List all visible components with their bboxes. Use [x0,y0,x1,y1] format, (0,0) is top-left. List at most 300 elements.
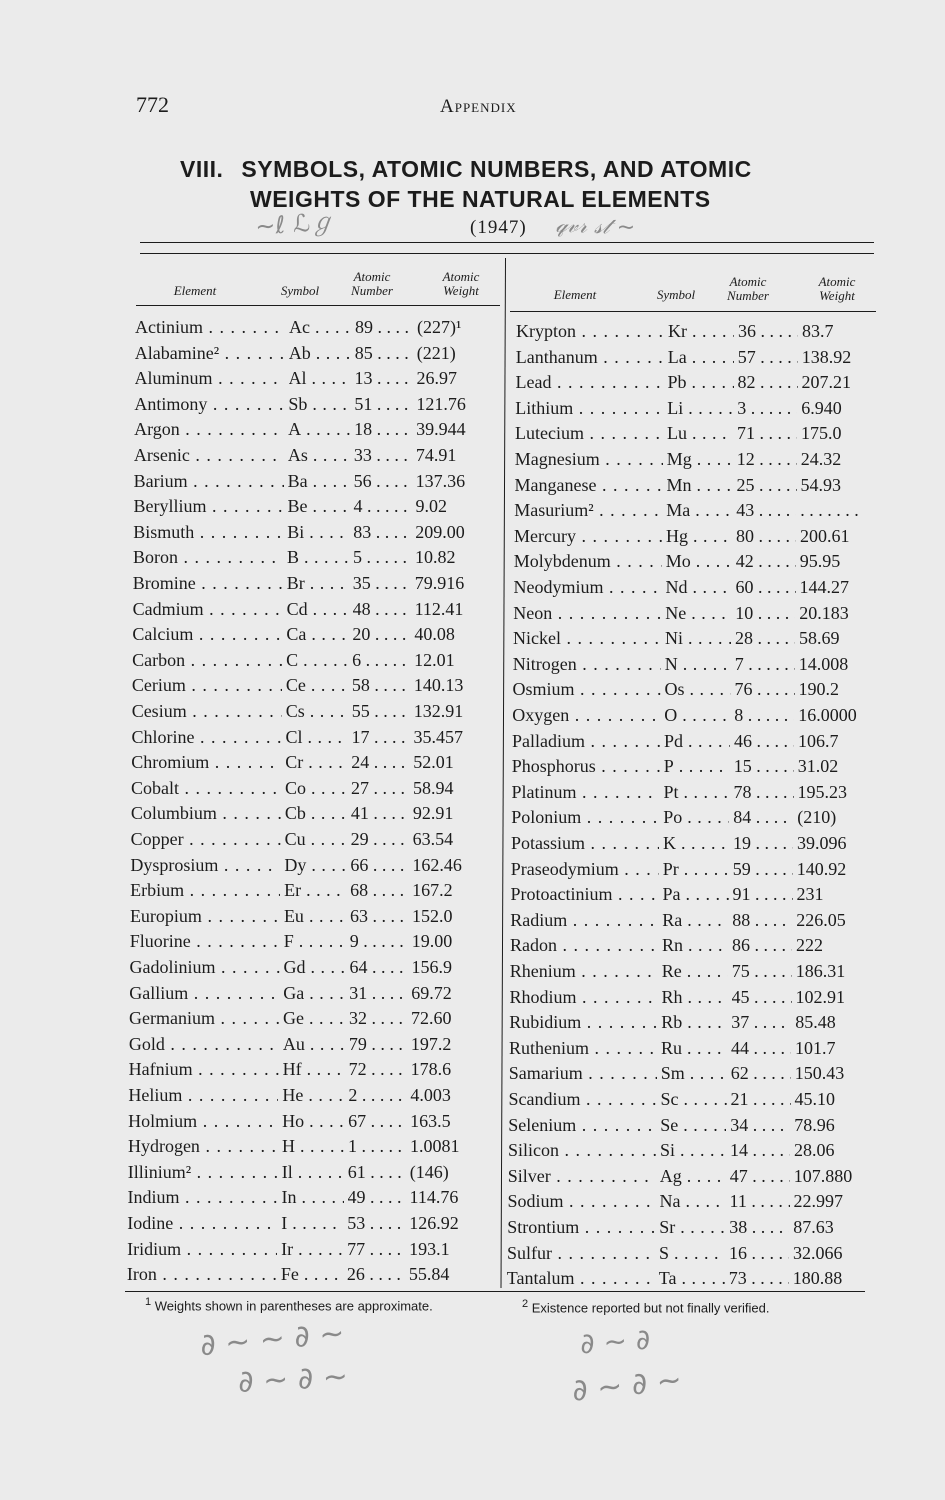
cell-weight: 121.76 [416,393,466,414]
cell-element: Masurium² . . . [514,500,662,521]
cell-symbol: Rn . . . [662,935,728,956]
table-row [130,855,490,880]
cell-number: 33 . . . [354,445,412,466]
cell-weight: 152.0 [411,905,453,926]
cell-symbol: O . . . [664,705,730,726]
cell-weight: 16.0000 [798,705,857,725]
cell-element: Rhodium . . . [510,987,658,1008]
cell-element: Calcium . . . [132,624,282,645]
table-row [510,961,870,986]
table-row [133,496,493,521]
cell-symbol: Ba . . . [288,471,350,492]
cell-number: 85 . . . [355,343,413,364]
cell-weight: (146) [409,1161,449,1182]
cell-element: Cerium . . . [132,675,282,696]
cell-element: Iron . . . [127,1264,277,1285]
cell-weight: 83.7 [802,321,834,341]
cell-element: Arsenic . . . [134,445,284,466]
cell-weight: 112.41 [414,598,464,619]
header-rule-left [136,305,500,306]
cell-element: Columbium . . . [131,803,281,824]
cell-element: Osmium . . . [513,679,661,700]
cell-number: 6 . . . [352,650,410,671]
table-row [131,752,491,777]
cell-number: 61 . . . [348,1162,406,1183]
cell-symbol: Ho . . . [282,1111,344,1132]
cell-symbol: Cb . . . [285,803,347,824]
header-weight-right: Atomic Weight [818,274,856,303]
cell-symbol: Co . . . [285,778,347,799]
table-row [509,1089,869,1114]
cell-weight: 26.97 [416,368,458,389]
cell-element: Bismuth . . . [133,522,283,543]
table-row [131,778,491,803]
cell-number: 62 . . . [731,1063,791,1084]
cell-number: 1 . . . [348,1136,406,1157]
cell-element: Argon . . . [134,419,284,440]
header-weight-left: Atomic Weight [442,269,480,298]
cell-element: Samarium . . . [509,1063,657,1084]
cell-number: 76 . . . [735,679,795,700]
cell-symbol: Ge . . . [283,1008,345,1029]
cell-element: Radon . . . [510,935,658,956]
cell-number: 9 . . . [350,931,408,952]
cell-element: Chlorine . . . [131,727,281,748]
cell-element: Boron . . . [133,547,283,568]
cell-number: 84 . . . [733,807,793,828]
table-row [130,957,490,982]
cell-number: 24 . . . [351,752,409,773]
cell-element: Mercury . . . [514,526,662,547]
cell-element: Praseodymium . . . [511,859,659,880]
header-element-left: Element [173,283,217,298]
cell-weight: 10.82 [415,547,456,568]
cell-symbol: Re . . . [662,961,728,982]
cell-symbol: Cs . . . [286,701,348,722]
cell-number: 51 . . . [354,394,412,415]
table-year: (1947) [470,217,527,238]
table-row [508,1191,868,1216]
cell-weight: 74.91 [415,445,457,465]
cell-weight: 101.7 [795,1037,836,1058]
cell-number: 49 . . . [348,1187,406,1208]
header-rule-right [510,311,876,312]
cell-number: 45 . . . [732,987,792,1008]
cell-symbol: Os . . . [665,679,731,700]
cell-symbol: I . . . [281,1213,343,1234]
cell-weight: 14.008 [798,653,849,674]
cell-symbol: Ta . . . [659,1268,725,1289]
cell-symbol: A . . . [288,419,350,440]
cell-weight: 200.61 [800,525,850,546]
table-row [134,471,494,496]
cell-weight: 95.95 [799,551,841,572]
cell-weight: 19.00 [411,931,453,952]
cell-symbol: Ga . . . [283,983,345,1004]
cell-symbol: Mn . . . [667,475,733,496]
cell-weight: 45.10 [794,1089,835,1109]
cell-symbol: Ir . . . [281,1239,343,1260]
cell-weight: 92.91 [412,803,454,824]
cell-element: Lead . . . [516,372,664,393]
pencil-scribble: 𝓆𝓋𝓇 𝓈𝓉 ∼ [555,212,636,241]
cell-number: 60 . . . [736,577,796,598]
cell-element: Nickel . . . [513,628,661,649]
table-row [511,884,871,909]
cell-weight: 140.92 [796,858,847,879]
cell-symbol: Ru . . . [661,1038,727,1059]
cell-number: 79 . . . [349,1034,407,1055]
table-row [132,650,492,675]
cell-number: 67 . . . [348,1111,406,1132]
pencil-scribble: ∂ ~ ∂ ~ [570,1362,684,1409]
cell-weight: 144.27 [799,577,849,597]
cell-number: 15 . . . [734,756,794,777]
cell-symbol: Eu . . . [284,906,346,927]
cell-element: Antimony . . . [134,394,284,415]
cell-number: 36 . . . [738,321,798,342]
cell-element: Neodymium . . . [514,577,662,598]
cell-weight: 6.940 [801,397,842,418]
table-row [131,727,491,752]
cell-number: 83 . . . [353,522,411,543]
cell-number: 10 . . . [735,603,795,624]
table-row [511,807,871,832]
table-row [507,1217,867,1242]
cell-number: 64 . . . [350,957,408,978]
cell-number: 44 . . . [731,1038,791,1059]
table-row [512,705,872,730]
cell-weight: 58.94 [413,777,454,798]
cell-symbol: Bi . . . [287,522,349,543]
table-row [128,1085,488,1110]
cell-element: Hafnium . . . [129,1059,279,1080]
table-row [135,368,495,393]
cell-element: Iodine . . . [127,1213,277,1234]
table-row [131,829,491,854]
footnote-2-text: Existence reported but not finally verified. [531,1300,770,1316]
cell-element: Silver . . . [508,1166,656,1187]
cell-number: 88 . . . [732,910,792,931]
cell-symbol: Ma . . . [666,500,732,521]
cell-number: 77 . . . [347,1239,405,1260]
cell-element: Selenium . . . [508,1115,656,1136]
cell-element: Potassium . . . [511,833,659,854]
cell-element: Hydrogen . . . [128,1136,278,1157]
cell-number: 29 . . . [351,829,409,850]
cell-weight: 190.2 [798,679,839,700]
cell-weight: 24.32 [800,449,842,469]
cell-number: 47 . . . [730,1166,790,1187]
cell-weight: (221) [416,342,456,363]
table-row [133,522,493,547]
cell-element: Rubidium . . . [509,1012,657,1033]
cell-weight: 78.96 [794,1114,835,1135]
cell-weight: 31.02 [797,756,839,777]
cell-symbol: P . . . [664,756,730,777]
cell-weight: 22.997 [793,1191,843,1212]
footnote-1 [145,1296,433,1313]
cell-number: 80 . . . [736,526,796,547]
cell-number: 32 . . . [349,1008,407,1029]
cell-number: 4 . . . [353,496,411,517]
footnote-1-mark: 1 [145,1296,152,1308]
cell-element: Lutecium . . . [515,423,663,444]
cell-symbol: Ce . . . [286,675,348,696]
cell-element: Strontium . . . [507,1217,655,1238]
cell-number: 73 . . . [729,1268,789,1289]
cell-symbol: Ca . . . [286,624,348,645]
cell-number: 16 . . . [729,1243,789,1264]
cell-symbol: B . . . [287,547,349,568]
cell-symbol: Sr . . . [659,1217,725,1238]
cell-element: Cobalt . . . [131,778,281,799]
cell-number: 19 . . . [733,833,793,854]
table-row [129,1008,489,1033]
table-row [510,987,870,1012]
table-row [512,782,872,807]
title-text-1: SYMBOLS, ATOMIC NUMBERS, AND ATOMIC [241,156,752,182]
cell-number: 2 . . . [348,1085,406,1106]
cell-number: 14 . . . [730,1140,790,1161]
table-row [514,500,874,525]
cell-weight: 140.13 [413,675,464,696]
cell-number: 63 . . . [350,906,408,927]
cell-number: 91 . . . [733,884,793,905]
cell-symbol: Pr . . . [663,859,729,880]
cell-weight: 79.916 [414,573,465,593]
cell-element: Silicon . . . [508,1140,656,1161]
table-row [509,1063,869,1088]
section-numeral: VIII. [180,156,224,182]
cell-element: Beryllium . . . [133,496,283,517]
cell-element: Nitrogen . . . [513,654,661,675]
table-row [127,1213,487,1238]
cell-weight: 156.9 [411,957,452,977]
cell-symbol: Ag . . . [660,1166,726,1187]
cell-weight: 54.93 [800,474,841,495]
cell-number: 48 . . . [353,599,411,620]
header-element-right: Element [553,287,597,302]
table-row [512,731,872,756]
cell-number: 75 . . . [732,961,792,982]
cell-symbol: Ni . . . [665,628,731,649]
top-rule-double [140,253,874,254]
cell-element: Magnesium . . . [515,449,663,470]
cell-number: 72 . . . [349,1059,407,1080]
footnote-2-mark: 2 [522,1298,529,1310]
table-row [129,983,489,1008]
table-row [508,1140,868,1165]
table-row [134,419,494,444]
table-row [515,449,875,474]
footnote-1-text: Weights shown in parentheses are approximate. [154,1298,433,1314]
cell-number: 42 . . . [736,551,796,572]
cell-weight: 163.5 [410,1110,451,1131]
cell-symbol: Sm . . . [661,1063,727,1084]
cell-weight: 39.944 [416,419,466,440]
running-head: Appendix [440,96,517,117]
table-row [516,321,876,346]
cell-number: 12 . . . [737,449,797,470]
table-row [514,551,874,576]
table-row [515,475,875,500]
table-row [514,577,874,602]
cell-number: 13 . . . [355,368,413,389]
cell-element: Radium . . . [510,910,658,931]
table-row [511,859,871,884]
cell-element: Sodium . . . [508,1191,656,1212]
cell-symbol: Al . . . [289,368,351,389]
cell-number: 27 . . . [351,778,409,799]
cell-number: 8 . . . [734,705,794,726]
cell-number: 43 . . . [736,500,796,521]
pencil-scribble: ~ℓ ℒℊ [254,207,335,241]
cell-symbol: Pa . . . [663,884,729,905]
table-row [127,1239,487,1264]
cell-weight: 32.066 [793,1242,843,1263]
cell-weight: 39.096 [797,833,847,853]
cell-symbol: Sc . . . [661,1089,727,1110]
cell-element: Copper . . . [131,829,281,850]
cell-weight: 137.36 [415,470,466,491]
cell-number: 28 . . . [735,628,795,649]
table-row [513,654,873,679]
cell-element: Gallium . . . [129,983,279,1004]
cell-symbol: As . . . [288,445,350,466]
cell-element: Tantalum . . . [507,1268,655,1289]
table-row [128,1111,488,1136]
cell-weight: 102.91 [795,986,845,1007]
cell-element: Europium . . . [130,906,280,927]
cell-weight: 58.69 [799,628,840,649]
cell-element: Scandium . . . [509,1089,657,1110]
cell-number: 55 . . . [352,701,410,722]
table-row [507,1243,867,1268]
top-rule [140,242,874,243]
table-row [507,1268,867,1293]
cell-element: Helium . . . [128,1085,278,1106]
table-row [511,833,871,858]
cell-element: Fluorine . . . [130,931,280,952]
cell-weight: 85.48 [795,1012,836,1033]
cell-number: 5 . . . [353,547,411,568]
cell-element: Dysprosium . . . [130,855,280,876]
cell-symbol: Dy . . . [284,855,346,876]
cell-element: Polonium . . . [511,807,659,828]
cell-element: Lanthanum . . . [516,347,664,368]
cell-weight: 4.003 [410,1085,451,1105]
table-row [513,603,873,628]
cell-weight: . . . . . . . [800,500,859,521]
cell-symbol: Na . . . [660,1191,726,1212]
page-number: 772 [136,92,169,117]
cell-number: 66 . . . [350,855,408,876]
cell-weight: 52.01 [413,752,454,773]
cell-symbol: N . . . [665,654,731,675]
cell-number: 57 . . . [738,347,798,368]
cell-weight: 12.01 [414,649,455,670]
cell-element: Alabamine² . . . [135,343,285,364]
cell-weight: 69.72 [411,982,452,1003]
table-title-line-1 [180,156,752,183]
table-row [128,1162,488,1187]
cell-symbol: Pd . . . [664,731,730,752]
cell-number: 41 . . . [351,803,409,824]
column-divider [501,258,506,1288]
table-row [128,1136,488,1161]
cell-element: Molybdenum . . . [514,551,662,572]
cell-weight: 40.08 [414,624,455,645]
cell-element: Iridium . . . [127,1239,277,1260]
table-row [133,599,493,624]
cell-element: Holmium . . . [128,1111,278,1132]
cell-weight: 28.06 [794,1140,835,1161]
footnote-2 [522,1298,770,1315]
cell-element: Sulfur . . . [507,1243,655,1264]
cell-number: 25 . . . [737,475,797,496]
table-row [127,1264,487,1289]
table-row [135,343,495,368]
cell-symbol: Mo . . . [666,551,732,572]
cell-weight: 209.00 [415,521,465,542]
cell-weight: 180.88 [792,1268,843,1289]
table-row [510,910,870,935]
cell-element: Erbium . . . [130,880,280,901]
table-row [132,675,492,700]
cell-symbol: C . . . [286,650,348,671]
cell-element: Cesium . . . [132,701,282,722]
table-row [509,1038,869,1063]
cell-number: 53 . . . [347,1213,405,1234]
table-row [508,1115,868,1140]
cell-symbol: Ra . . . [662,910,728,931]
cell-symbol: F . . . [284,931,346,952]
cell-number: 3 . . . [737,398,797,419]
cell-symbol: Gd . . . [284,957,346,978]
cell-symbol: Po . . . [663,807,729,828]
cell-number: 35 . . . [353,573,411,594]
cell-weight: 150.43 [794,1063,845,1084]
header-symbol-right: Symbol [656,287,696,302]
cell-symbol: Er . . . [284,880,346,901]
cell-symbol: K . . . [663,833,729,854]
cell-element: Bromine . . . [133,573,283,594]
cell-symbol: Pb . . . [668,372,734,393]
table-row [132,701,492,726]
cell-symbol: Cd . . . [287,599,349,620]
table-row [515,423,875,448]
cell-weight: 226.05 [796,909,846,930]
cell-weight: 197.2 [410,1033,452,1054]
cell-element: Oxygen . . . [512,705,660,726]
cell-weight: 178.6 [410,1059,452,1080]
header-number-right: Atomic Number [727,274,769,303]
cell-symbol: Mg . . . [667,449,733,470]
table-row [512,756,872,781]
cell-number: 58 . . . [352,675,410,696]
table-row [508,1166,868,1191]
cell-symbol: Nd . . . [666,577,732,598]
cell-symbol: Kr . . . [668,321,734,342]
cell-number: 68 . . . [350,880,408,901]
cell-weight: 195.23 [797,781,847,802]
cell-element: Krypton . . . [516,321,664,342]
cell-number: 56 . . . [354,471,412,492]
cell-element: Carbon . . . [132,650,282,671]
cell-number: 21 . . . [731,1089,791,1110]
cell-weight: 126.92 [409,1213,459,1233]
